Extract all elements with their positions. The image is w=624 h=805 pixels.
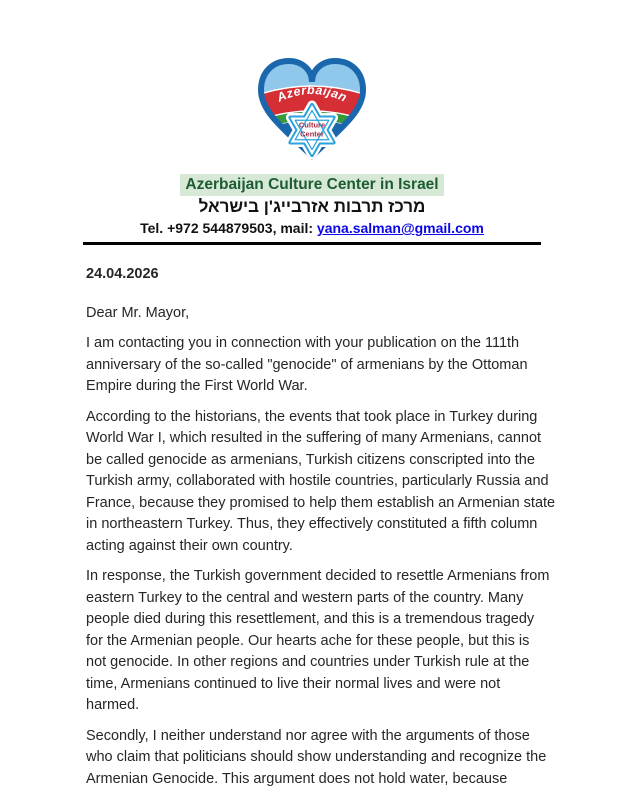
letter-paragraph	[86, 333, 540, 398]
letter-line: I am contacting you in connection with your publication on the 111th	[86, 335, 520, 351]
letter-line: acting against their own country.	[86, 537, 293, 554]
logo-azerbaijan-culture-center	[0, 0, 624, 164]
letter-line: eastern Turkey to the central and western parts of the country. Many	[86, 589, 524, 606]
letter-line: be called genocide as armenians, Turkish citizens conscripted into the	[86, 451, 535, 468]
header-divider	[83, 242, 541, 245]
heart-star-logo-icon	[250, 52, 374, 164]
contact-label: Tel. +972 544879503, mail:	[140, 220, 314, 236]
letter-line: harmed.	[86, 697, 140, 713]
letter-line: Turkish army, collaborated with hostile countries, particularly Russia and	[86, 473, 549, 489]
letter-line: France, because they promised to help them establish an Armenian state	[86, 494, 556, 511]
letter-line: people died during this resettlement, and this is a tremendous tragedy	[86, 611, 535, 627]
letter-line: not genocide. In other regions and countries under Turkish rule at the	[86, 654, 530, 670]
contact-line	[0, 219, 624, 237]
letter-line: anniversary of the so-called "genocide" of armenians by the Ottoman	[86, 356, 528, 373]
letter-line: time, Armenians continued to live their normal lives and were not	[86, 675, 501, 692]
org-title-english: Azerbaijan Culture Center in Israel	[180, 174, 443, 196]
letter-line: for the Armenian people. Our hearts ache for these people, but this is	[86, 632, 530, 649]
letter-line: in northeastern Turkey. Thus, they effectively constituted a fifth column	[86, 516, 538, 532]
salutation: Dear Mr. Mayor,	[86, 304, 190, 321]
letter-paragraph	[86, 566, 550, 717]
letter-line: World War I, which resulted in the suffering of many Armenians, cannot	[86, 430, 542, 446]
star-text-line2: Center	[300, 129, 324, 139]
letter-date: 24.04.2026	[86, 266, 159, 282]
letter-line: Empire during the First World War.	[86, 378, 308, 394]
org-title-hebrew: מרכז תרבות אזרבייג'ן בישראל	[198, 197, 426, 216]
letter-line: According to the historians, the events that took place in Turkey during	[86, 408, 538, 425]
letter-line: Secondly, I neither understand nor agree with the arguments of those	[86, 727, 530, 744]
letter-paragraph	[86, 726, 547, 791]
email-link[interactable]: yana.salman@gmail.com	[316, 220, 484, 236]
logo-arc-text: Azerbaijan	[274, 82, 350, 105]
letter-line: who claim that politicians should show understanding and recognize the	[86, 749, 547, 765]
letter-line: In response, the Turkish government decided to resettle Armenians from	[86, 568, 550, 584]
letter-line: Armenian Genocide. This argument does not hold water, because	[86, 770, 508, 787]
letter-paragraph	[86, 407, 556, 558]
letterhead	[0, 174, 624, 245]
letter-paragraphs	[86, 333, 556, 790]
letter-body	[86, 264, 556, 790]
star-text-line1: Culture	[298, 120, 326, 130]
